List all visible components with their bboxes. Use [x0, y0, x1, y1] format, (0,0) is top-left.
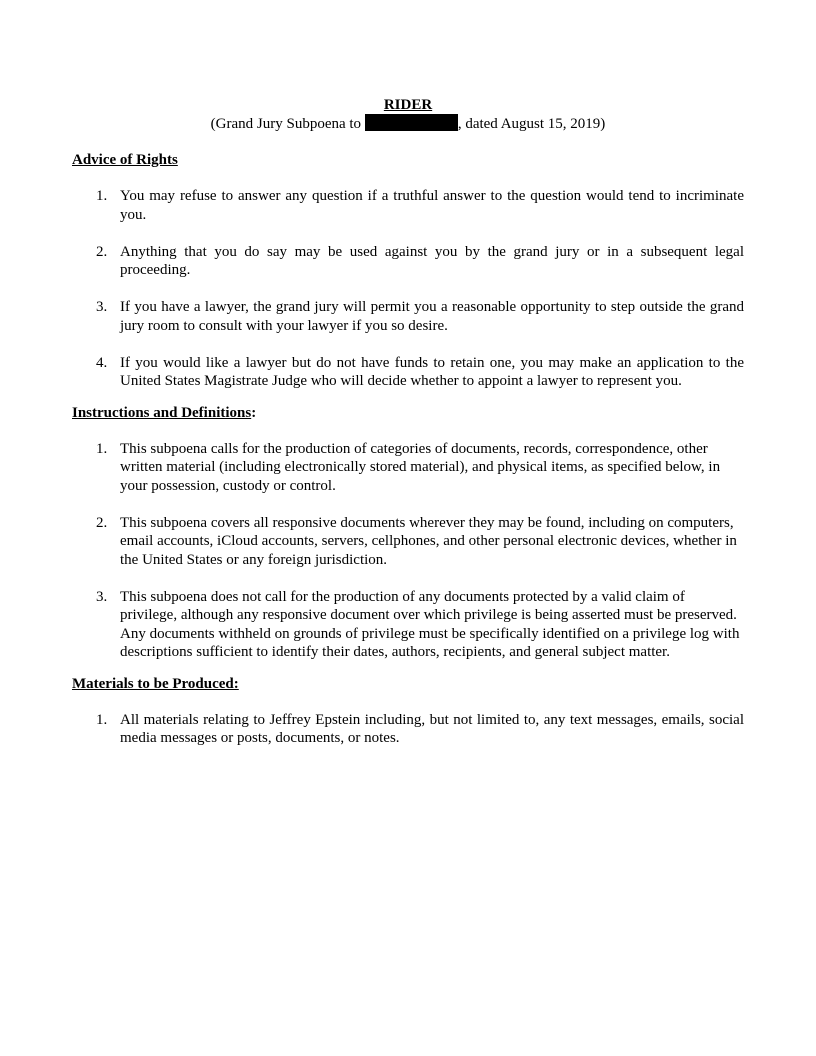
instructions-heading-colon: :: [251, 404, 257, 421]
list-item-number: 2.: [96, 514, 108, 531]
redaction-box: [365, 114, 458, 131]
list-item: [72, 514, 744, 570]
list-item-number: 3.: [96, 588, 108, 605]
list-item-text: This subpoena covers all responsive documents wherever they may be found, including on computers, email accounts, iCloud accounts, servers, cellphones, and other personal electronic devices, whether in the United States or any foreign jurisdiction.: [120, 514, 737, 568]
list-item: [72, 187, 744, 224]
section-heading-instructions: [72, 404, 744, 422]
materials-list: [72, 711, 744, 748]
list-item: [72, 298, 744, 335]
list-item-text: All materials relating to Jeffrey Epstein including, but not limited to, any text messages, emails, social media messages or posts, documents, or notes.: [120, 711, 744, 746]
list-item: [72, 588, 744, 662]
instructions-list: [72, 440, 744, 662]
advice-list: [72, 187, 744, 391]
subtitle-prefix: (Grand Jury Subpoena to: [210, 116, 365, 132]
list-item-number: 4.: [96, 354, 108, 371]
list-item: [72, 440, 744, 496]
document-subtitle: [72, 114, 744, 132]
materials-heading-text: Materials to be Produced:: [72, 675, 239, 692]
list-item-text: This subpoena calls for the production of categories of documents, records, correspondence, other written material (including electronically stored material), and physical items, as specified below, in your possession, custody or control.: [120, 440, 721, 494]
subtitle-suffix: , dated August 15, 2019): [457, 116, 606, 132]
document-page: [72, 96, 744, 748]
list-item-text: This subpoena does not call for the production of any documents protected by a valid claim of privilege, although any responsive document over which privilege is being asserted must be preserved. Any documents withheld on grounds of privilege must be specifically identified on a privilege log with descriptions sufficient to identify their dates, authors, recipients, and general subject matter.: [120, 588, 740, 660]
document-title: [72, 96, 744, 114]
list-item-number: 1.: [96, 188, 108, 204]
list-item-text: If you would like a lawyer but do not have funds to retain one, you may make an application to the United States Magistrate Judge who will decide whether to appoint a lawyer to represent you.: [120, 354, 744, 389]
section-heading-advice: [72, 151, 744, 169]
section-heading-materials: [72, 675, 744, 693]
list-item-text: You may refuse to answer any question if a truthful answer to the question would tend to incriminate you.: [120, 188, 744, 223]
document-title-text: RIDER: [383, 97, 433, 113]
list-item-text: Anything that you do say may be used against you by the grand jury or in a subsequent legal proceeding.: [120, 243, 744, 278]
list-item: [72, 243, 744, 280]
list-item-number: 3.: [96, 299, 108, 315]
list-item-number: 1.: [96, 440, 108, 457]
list-item-number: 2.: [96, 243, 108, 260]
instructions-heading-text: Instructions and Definitions: [72, 404, 252, 421]
list-item-number: 1.: [96, 711, 108, 728]
list-item: [72, 711, 744, 748]
list-item: [72, 354, 744, 391]
list-item-text: If you have a lawyer, the grand jury will permit you a reasonable opportunity to step outside the grand jury room to consult with your lawyer if you so desire.: [120, 299, 744, 334]
advice-heading-text: Advice of Rights: [72, 152, 178, 168]
